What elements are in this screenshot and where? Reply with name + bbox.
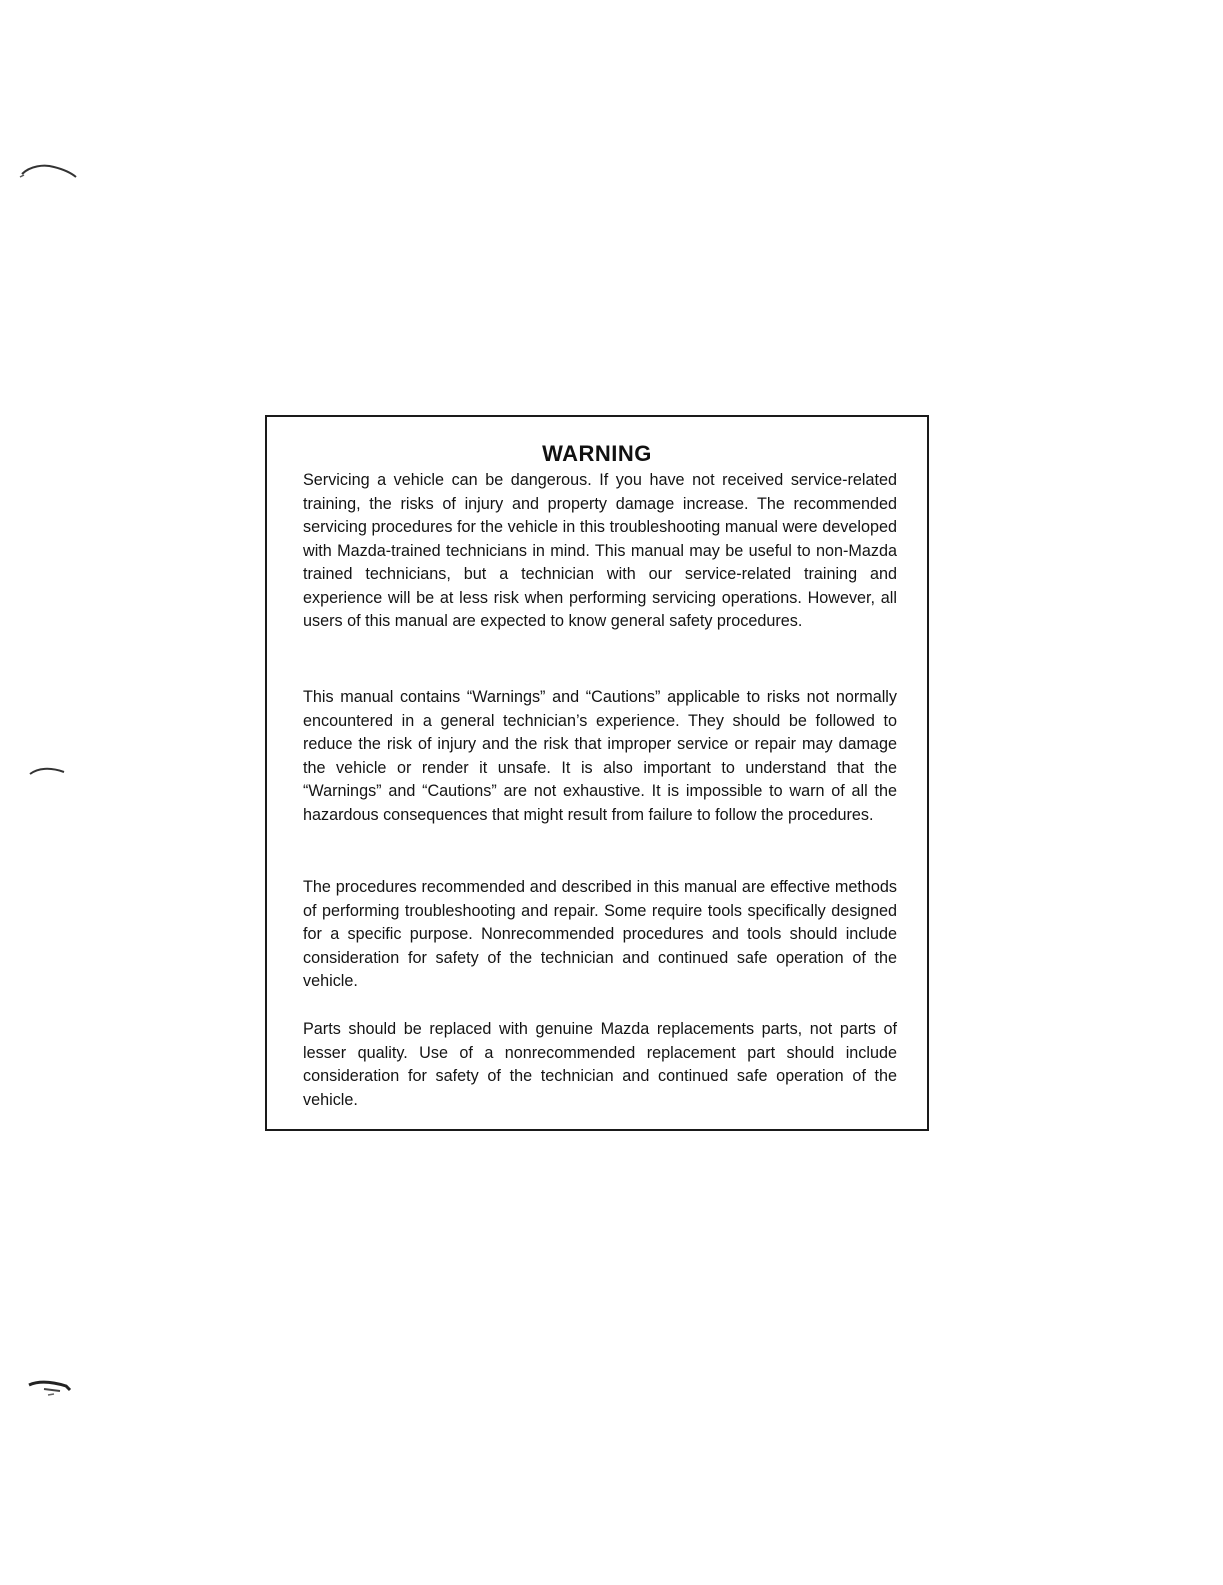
warning-paragraph-2: This manual contains “Warnings” and “Cautions” applicable to risks not normally encountered in a general technician’s experience. They should be followed to reduce the risk of injury and the risk that improper service or repair may damage the vehicle or render it unsafe. It is also important to understand that the “Warnings” and “Cautions” are not exhaustive. It is impossible to warn of all the hazardous consequences that might result from failure to follow the procedures. (303, 688, 897, 824)
warning-title: WARNING (542, 441, 652, 466)
warning-paragraph-3: The procedures recommended and described in this manual are effective methods of performing troubleshooting and repair. Some require tools specifically designed for a specific purpose. Nonrecommended procedures and tools should include consideration for safety of the technician and continued safe operation of the vehicle. (303, 878, 897, 990)
binder-hole-mark-bottom (26, 1376, 78, 1400)
binder-hole-mark-middle (28, 764, 70, 780)
binder-hole-mark-top (18, 160, 82, 184)
warning-paragraph-1: Servicing a vehicle can be dangerous. If you have not received service-related training, the risks of injury and property damage increase. The recommended servicing procedures for the vehicle in this troubleshooting manual were developed with Mazda-trained technicians in mind. This manual may be useful to non-Mazda trained technicians, but a technician with our service-related training and experience will be at less risk when performing servicing operations. However, all users of this manual are expected to know general safety procedures. (303, 471, 897, 630)
warning-box (265, 415, 929, 1131)
warning-paragraph-4: Parts should be replaced with genuine Mazda replacements parts, not parts of lesser quality. Use of a nonrecommended replacement part should include consideration for safety of the technician and continued safe operation of the vehicle. (303, 1020, 897, 1109)
